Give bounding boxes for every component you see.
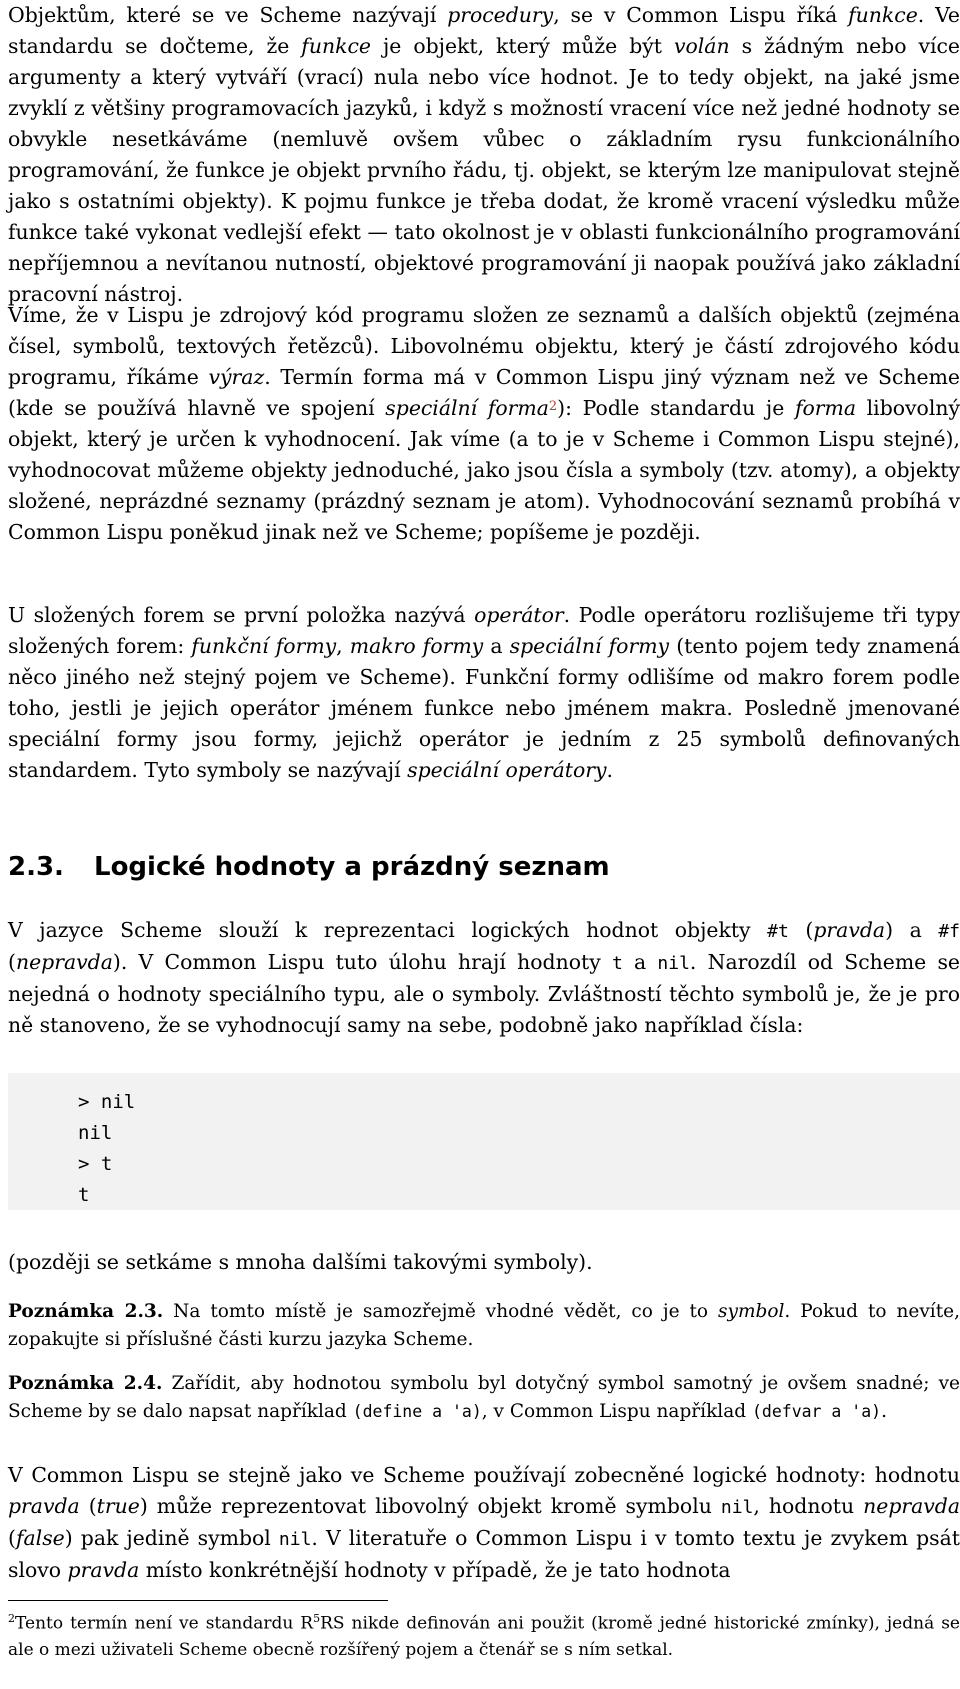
text-run: ) pak jedině symbol: [64, 1526, 279, 1550]
emphasis: výraz: [208, 365, 265, 389]
emphasis: forma: [794, 396, 856, 420]
text-run: V jazyce Scheme slouží k reprezentaci logických hodnot objekty: [8, 918, 768, 942]
footnote-divider: [8, 1600, 388, 1601]
section-heading: [8, 852, 610, 882]
footnote-ref: 2: [548, 399, 558, 414]
text-run: (tento pojem tedy znamená něco jiného než stejný pojem ve Scheme). Funkční formy odlišíme od makro forem podle toho, jestli je jejich operátor jménem funkce nebo jménem makra. Posledně jmenované speciální formy jsou formy, jejichž operátor je jedním z 25 symbolů definovaných standardem. Tyto symboly se nazývají: [8, 634, 960, 782]
paragraph-functions: [8, 0, 960, 310]
text-run: .: [881, 1401, 887, 1422]
text-run: (: [79, 1494, 97, 1518]
text-run: (: [8, 1526, 16, 1550]
emphasis: false: [15, 1526, 65, 1550]
emphasis: speciální formy: [509, 634, 670, 658]
text-run: ) může reprezentovat libovolný objekt kromě symbolu: [139, 1494, 721, 1518]
text-run: libovolný objekt, který je určen k vyhodnocení. Jak víme (a to je v Scheme i Common Lispu stejné), vyhodnocovat můžeme objekty jednoduché, jako jsou čísla a symboly (tzv. atomy), a objekty složené, neprázdné seznamy (prázdný seznam je atom). Vyhodnocování seznamů probíhá v Common Lispu poněkud jinak než ve Scheme; popíšeme je později.: [8, 396, 960, 544]
text-run: ): Podle standardu je: [557, 396, 795, 420]
footnote-2: [8, 1606, 960, 1663]
emphasis: funkce: [301, 34, 371, 58]
code-block: [8, 1073, 960, 1210]
emphasis: nepravda: [863, 1494, 960, 1518]
text-run: . Termín forma má v Common Lispu jiný význam než ve Scheme (kde se používá hlavně ve spojení: [8, 365, 960, 420]
emphasis: funkční formy: [191, 634, 337, 658]
text-run: . Ve standardu se dočteme, že: [8, 3, 960, 58]
emphasis: makro formy: [349, 634, 484, 658]
text-run: je objekt, který může být: [370, 34, 674, 58]
text-run: V Common Lispu se stejně jako ve Scheme používají zobecněné logické hodnoty: hodnotu: [8, 1463, 960, 1487]
emphasis: procedury: [447, 3, 554, 27]
emphasis: nepravda: [15, 950, 113, 974]
note-2-3: [8, 1298, 960, 1354]
superscript: 2: [8, 1612, 15, 1625]
code-listing: > nil nil > t t: [78, 1091, 136, 1206]
emphasis: speciální forma: [385, 396, 549, 420]
text-run: (: [788, 918, 814, 942]
code-inline: t: [611, 953, 623, 974]
section-number: 2.3.: [8, 852, 64, 882]
text-run: (: [8, 950, 16, 974]
text-run: RS nikde definován ani použit (kromě jedné historické zmínky), jedná se ale o mezi uživateli Scheme obecně rozšířený pojem a čtenář se s ním setkal.: [8, 1613, 960, 1660]
text-run: Na tomto místě je samozřejmě vhodné vědět, co je to: [163, 1301, 718, 1322]
code-inline: nil: [278, 1529, 312, 1550]
code-inline: #f: [938, 921, 960, 942]
text-run: ) a: [885, 918, 939, 942]
text-run: Tento termín není ve standardu R: [15, 1613, 314, 1634]
emphasis: pravda: [8, 1494, 80, 1518]
code-inline: (defvar a 'a): [751, 1402, 882, 1421]
text-run: místo konkrétnější hodnoty v případě, že je tato hodnota: [139, 1558, 731, 1582]
code-inline: nil: [720, 1497, 754, 1518]
emphasis: symbol: [718, 1301, 785, 1322]
text-run: Víme, že v Lispu je zdrojový kód programu složen ze seznamů a dalších objektů (zejména čísel, symbolů, textových řetězců). Libovolnému objektu, který je částí zdrojového kódu programu, říkáme: [8, 303, 960, 389]
paragraph-logical-values: [8, 915, 960, 1041]
code-inline: #t: [767, 921, 789, 942]
text-run: U složených forem se první položka nazývá: [8, 603, 475, 627]
text-run: , se v Common Lispu říká: [553, 3, 849, 27]
text-run: . V literatuře o Common Lispu i v tomto textu je zvykem psát slovo: [8, 1526, 960, 1582]
text-run: ). V Common Lispu tuto úlohu hrají hodnoty: [112, 950, 612, 974]
superscript: 5: [313, 1612, 321, 1625]
paragraph-forms: [8, 300, 960, 548]
emphasis: speciální operátory: [407, 758, 607, 782]
text-run: ,: [336, 634, 350, 658]
note-2-4: [8, 1370, 960, 1426]
paragraph-operators: [8, 600, 960, 786]
text-run: . Pokud to nevíte, zopakujte si příslušné části kurzu jazyka Scheme.: [8, 1301, 960, 1350]
text-run: a: [622, 950, 658, 974]
emphasis: pravda: [67, 1558, 140, 1582]
text-run: s žádným nebo více argumenty a který vytváří (vrací) nula nebo více hodnot. Je to tedy objekt, na jaké jsme zvyklí z většiny programovacích jazyků, i když s možností vracení více než jedné hodnoty se obvykle nesetkáváme (nemluvě ovšem vůbec o základním rysu funkcionálního programování, že funkce je objekt prvního řádu, tj. objekt, se kterým lze manipulovat stejně jako s ostatními objekty). K pojmu funkce je třeba dodat, že kromě vracení výsledku může funkce také vykonat vedlejší efekt — tato okolnost je v oblasti funkcionálního programování nepříjemnou a nevítanou nutností, objektové programování ji naopak používá jako základní pracovní nástroj.: [8, 34, 960, 306]
section-title: Logické hodnoty a prázdný seznam: [94, 852, 610, 882]
text-run: , v Common Lispu například: [481, 1401, 752, 1422]
text-run: , hodnotu: [753, 1494, 864, 1518]
code-inline: (define a 'a): [352, 1402, 482, 1421]
text-run: . Podle operátoru rozlišujeme tři typy složených forem:: [8, 603, 960, 658]
text-run: .: [606, 758, 614, 782]
emphasis: funkce: [848, 3, 918, 27]
note-title: Poznámka 2.3.: [8, 1301, 164, 1322]
code-inline: nil: [657, 953, 690, 974]
emphasis: true: [96, 1494, 140, 1518]
text-run: Objektům, které se ve Scheme nazývají: [8, 3, 448, 27]
emphasis: pravda: [813, 918, 886, 942]
paragraph-generalized-values: [8, 1460, 960, 1586]
text-run: a: [483, 634, 510, 658]
text-run: (později se setkáme s mnoha dalšími takovými symboly).: [8, 1250, 593, 1274]
emphasis: operátor: [474, 603, 564, 627]
text-run: . Narozdíl od Scheme se nejedná o hodnoty speciálního typu, ale o symboly. Zvláštností těchto symbolů je, že je pro ně stanoveno, že se vyhodnocují samy na sebe, podobně jako například čísla:: [8, 950, 960, 1037]
paragraph-more-symbols: [8, 1247, 960, 1278]
note-title: Poznámka 2.4.: [8, 1373, 163, 1394]
emphasis: volán: [673, 34, 730, 58]
text-run: Zařídit, aby hodnotou symbolu byl dotyčný symbol samotný je ovšem snadné; ve Scheme by se dalo napsat například: [8, 1373, 960, 1422]
